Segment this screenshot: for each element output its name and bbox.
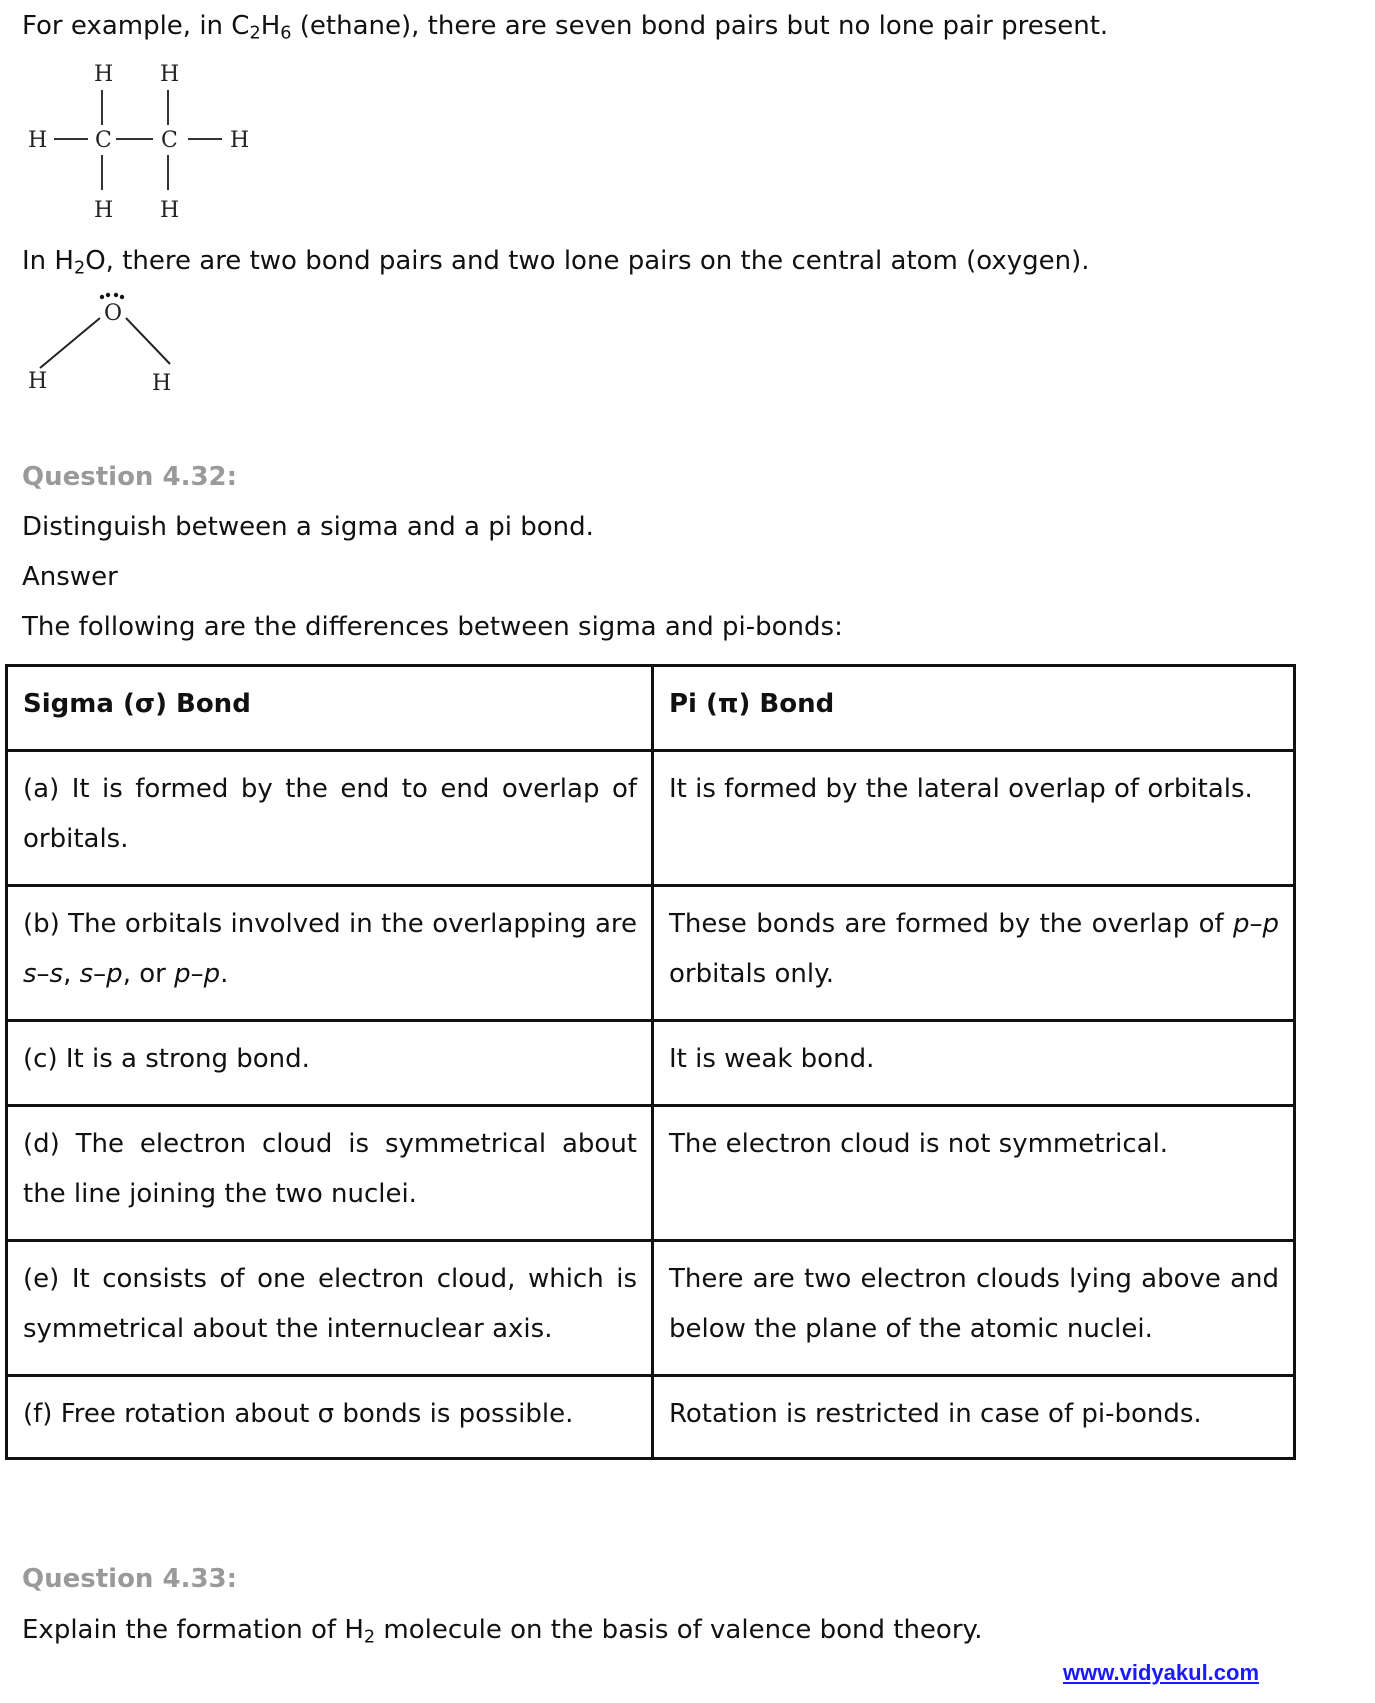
text-segment: – xyxy=(36,959,50,989)
water-structure-diagram xyxy=(20,290,180,390)
text-segment: (ethane), there are seven bond pairs but no lone pair present. xyxy=(291,11,1109,41)
orbital-label: s xyxy=(79,959,94,989)
text-segment: (b) The orbitals involved in the overlapping are xyxy=(23,909,637,939)
text-segment: – xyxy=(190,959,204,989)
question-text xyxy=(22,1614,982,1646)
sigma-pi-comparison-table xyxy=(5,664,1296,1460)
orbital-label: p xyxy=(174,959,191,989)
orbital-label: p xyxy=(1232,909,1250,939)
pi-cell xyxy=(653,886,1295,1021)
subscript: 6 xyxy=(280,23,292,44)
pi-cell: Rotation is restricted in case of pi-bonds. xyxy=(653,1376,1295,1459)
answer-lead: The following are the differences between sigma and pi-bonds: xyxy=(22,612,843,642)
water-sentence xyxy=(22,245,1090,277)
text-segment: For example, in C xyxy=(22,11,250,41)
ethane-structure-diagram xyxy=(20,55,280,230)
atom-c: C xyxy=(161,128,178,153)
question-heading: Question 4.32: xyxy=(22,462,238,492)
atom-h: H xyxy=(160,62,180,87)
table-row xyxy=(7,886,1295,1021)
orbital-label: s xyxy=(23,959,37,989)
orbital-label: p xyxy=(106,959,123,989)
pi-cell: It is weak bond. xyxy=(653,1021,1295,1106)
atom-h: H xyxy=(152,371,172,390)
text-segment: , or xyxy=(122,959,175,989)
pi-cell: The electron cloud is not symmetrical. xyxy=(653,1106,1295,1241)
table-row xyxy=(7,1376,1295,1459)
question-heading: Question 4.33: xyxy=(22,1564,238,1594)
table-row xyxy=(7,1241,1295,1376)
sigma-cell: (d) The electron cloud is symmetrical about the line joining the two nuclei. xyxy=(7,1106,653,1241)
sigma-cell: (c) It is a strong bond. xyxy=(7,1021,653,1106)
subscript: 2 xyxy=(73,258,86,279)
sigma-cell xyxy=(7,886,653,1021)
vidyakul-website-link[interactable]: www.vidyakul.com xyxy=(1063,1660,1260,1685)
sigma-cell: (a) It is formed by the end to end overlap of orbitals. xyxy=(7,751,653,886)
text-segment: Explain the formation of H xyxy=(22,1615,364,1645)
orbital-label: p xyxy=(203,959,221,989)
pi-cell: It is formed by the lateral overlap of orbitals. xyxy=(653,751,1295,886)
text-segment: – xyxy=(93,959,107,989)
table-row xyxy=(7,751,1295,886)
text-segment: . xyxy=(220,959,229,989)
text-segment: orbitals only. xyxy=(669,959,835,989)
atom-c: C xyxy=(95,128,112,153)
subscript: 2 xyxy=(249,23,261,44)
atom-h: H xyxy=(94,62,114,87)
atom-h: H xyxy=(160,198,180,223)
table-row xyxy=(7,1021,1295,1106)
text-segment: O, there are two bond pairs and two lone pairs on the central atom (oxygen). xyxy=(85,246,1090,276)
pi-cell: There are two electron clouds lying above and below the plane of the atomic nuclei. xyxy=(653,1241,1295,1376)
text-segment: – xyxy=(1249,909,1263,939)
column-header-pi: Pi (π) Bond xyxy=(653,666,1295,751)
atom-h: H xyxy=(28,369,48,390)
text-segment: molecule on the basis of valence bond theory. xyxy=(375,1615,983,1645)
atom-h: H xyxy=(94,198,114,223)
table-row xyxy=(7,1106,1295,1241)
atom-h: H xyxy=(230,128,250,153)
subscript: 2 xyxy=(363,1627,376,1648)
sigma-cell: (e) It consists of one electron cloud, which is symmetrical about the internuclear axis. xyxy=(7,1241,653,1376)
orbital-label: s xyxy=(49,959,64,989)
text-segment: In H xyxy=(22,246,74,276)
answer-label: Answer xyxy=(22,562,118,592)
text-segment: H xyxy=(260,11,281,41)
text-segment: , xyxy=(63,959,80,989)
question-text: Distinguish between a sigma and a pi bond. xyxy=(22,512,594,542)
atom-h: H xyxy=(28,128,48,153)
table-header-row xyxy=(7,666,1295,751)
text-segment: These bonds are formed by the overlap of xyxy=(669,909,1233,939)
column-header-sigma: Sigma (σ) Bond xyxy=(7,666,653,751)
orbital-label: p xyxy=(1262,909,1279,939)
ethane-sentence xyxy=(22,10,1108,42)
sigma-cell: (f) Free rotation about σ bonds is possible. xyxy=(7,1376,653,1459)
atom-o: O xyxy=(104,301,123,326)
